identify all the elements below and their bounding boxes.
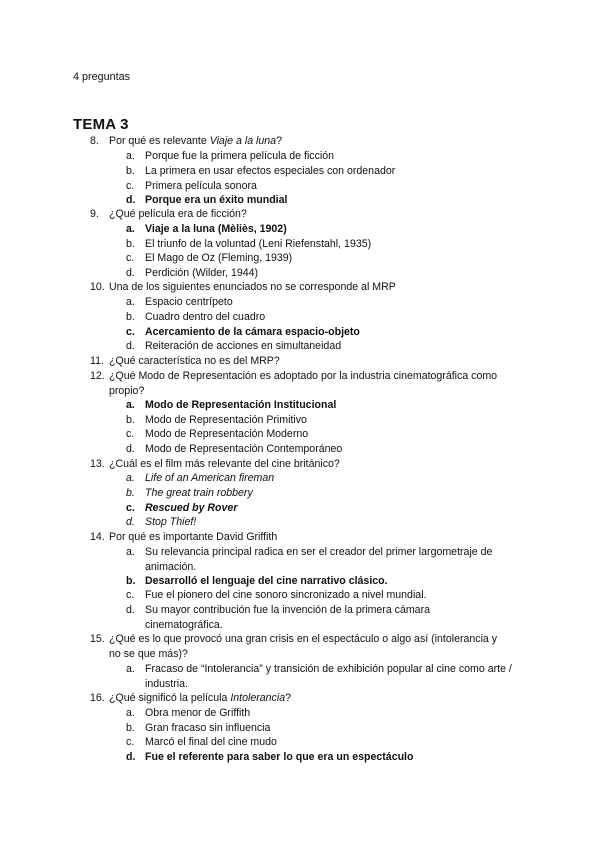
question-number: 12. — [90, 370, 105, 382]
question-text: ¿Cuál es el film más relevante del cine británico? — [109, 458, 340, 470]
question-count: 4 preguntas — [73, 71, 131, 83]
film-title: Intolerancia — [230, 692, 286, 704]
question-number: 9. — [90, 208, 99, 220]
film-title: Viaje a la luna — [209, 135, 277, 147]
question-text: Por qué es relevante Viaje a la luna? — [109, 135, 282, 147]
question-number: 13. — [90, 458, 105, 470]
section-title: TEMA 3 — [73, 116, 129, 133]
question-number: 15. — [90, 633, 105, 645]
question-text: Una de los siguientes enunciados no se corresponde al MRP — [109, 281, 396, 293]
document-page: 4 preguntas TEMA 3 8. Por qué es relevante Viaje a la luna? a. Porque fue la primera película de ficción b. La primera en usar efectos especiales con ordenador c. Primera película sonora d. Porque era un éxito mundial 9. ¿Qué película era de ficción? a. Viaje a la luna (Mèliès, 1902) b. El triunfo de la voluntad (Leni Riefenstahl, 1935) c. El Mago de Oz (Fleming, 1939) d. Perdición (Wilder, 1944) 10. Una de los siguientes enunciados no se corresponde al MRP a. Espacio centrípeto b. Cuadro dentro del cuadro c. Acercamiento de la cámara espacio-objeto d. Reiteración de acciones en simultaneidad 11. ¿Qué característica no es del MRP? 12. ¿Qué Modo de Representación es adoptado por la industria cinematográfica como propio? a. Modo de Representación Institucional b. Modo de Representación Primitivo c. Modo de Representación Moderno d. Modo de Representación Contemporáneo 13. ¿Cuál es el film más relevante del cine británico? a. Life of an American fireman b. The great train robbery c. Rescued by Rover d. Stop Thief! 14. Por qué es importante David Griffith a. Su relevancia principal radica en ser el creador del primer largometraje de animación. b. Desarrolló el lenguaje del cine narrativo clásico. c. Fue el pionero del cine sonoro sincronizado a nivel mundial. d. Su mayor contribución fue la invención de la primera cámara cinematográfica. 15. ¿Qué es lo que provocó una gran crisis en el espectáculo o algo así (intolerancia y no se que más)? a. Fracaso de “Intolerancia” y transición de exhibición popular al cine como arte / industria. 16. ¿Qué significó la película Intolerancia? a. Obra menor de Griffith b. Gran fracaso sin influencia c. Marcó el final del cine mudo d. Fue el referente para saber lo que era un espectáculo — [0, 0, 600, 848]
question-text: ¿Qué significó la película Intolerancia? — [109, 692, 291, 704]
question-text: ¿Qué es lo que provocó una gran crisis en el espectáculo o algo así (intolerancia y no se que más)? — [109, 633, 498, 660]
question-text: ¿Qué película era de ficción? — [109, 208, 247, 220]
question-number: 16. — [90, 692, 105, 704]
question-number: 10. — [90, 281, 105, 293]
question-text: ¿Qué característica no es del MRP? — [109, 355, 280, 367]
question-number: 8. — [90, 135, 99, 147]
question-number: 11. — [90, 355, 104, 367]
question-number: 14. — [90, 531, 105, 543]
question-text: ¿Qué Modo de Representación es adoptado por la industria cinematográfica como propio? — [109, 370, 498, 397]
question-text: Por qué es importante David Griffith — [109, 531, 278, 543]
